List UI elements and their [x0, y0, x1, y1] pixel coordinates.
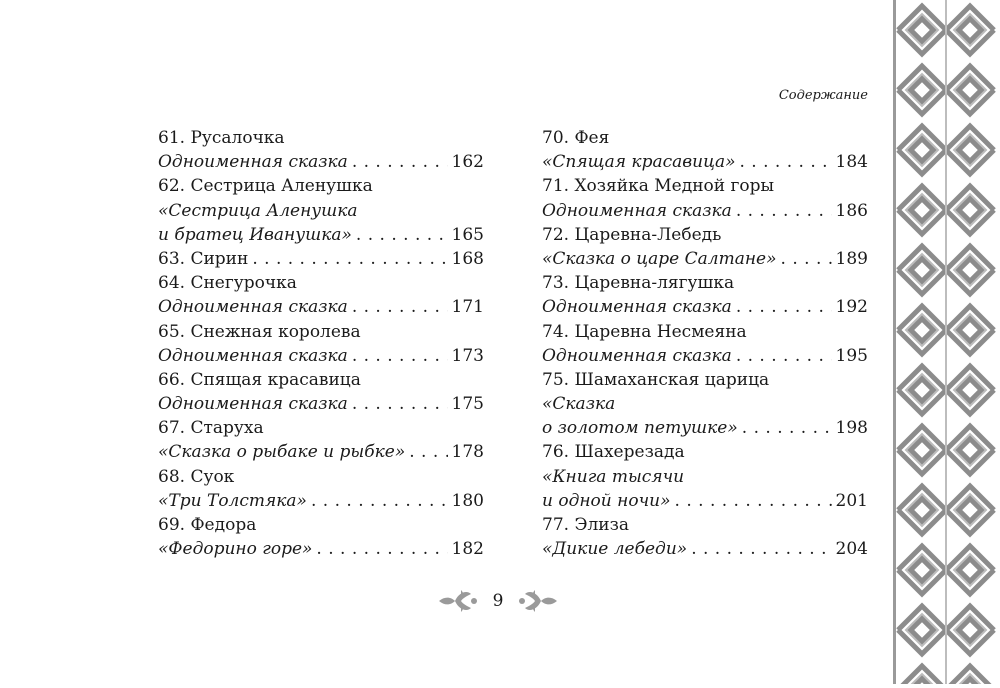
- dot-leader: [252, 247, 447, 271]
- toc-entry-title: «Сказка: [542, 394, 616, 415]
- toc-entry: [542, 416, 868, 440]
- toc-entry-title: 77. Элиза: [542, 515, 629, 535]
- toc-entry-page: 175: [451, 394, 484, 415]
- knot-pattern-icon: [892, 0, 1000, 684]
- toc-entry-title: «Три Толстяка»: [158, 490, 307, 511]
- toc-entry: [542, 271, 868, 295]
- toc-entry: [158, 392, 484, 416]
- dot-leader: [409, 440, 447, 464]
- toc-entry-title: «Сказка о рыбаке и рыбке»: [158, 442, 406, 463]
- toc-entry-page: 192: [835, 297, 868, 318]
- toc-entry-title: и братец Иванушка»: [158, 224, 352, 245]
- toc-entry: [542, 537, 868, 561]
- toc-entry: [158, 247, 484, 271]
- toc-entry: [542, 465, 868, 489]
- floral-ornament-right-icon: [517, 588, 559, 614]
- toc-entry: [542, 295, 868, 319]
- toc-entry-page: 198: [835, 418, 868, 439]
- dot-leader: [736, 199, 832, 223]
- floral-ornament-left-icon: [437, 588, 479, 614]
- toc-entry-title: 69. Федора: [158, 515, 257, 535]
- toc-entry-page: 201: [835, 490, 868, 511]
- toc-entry: [158, 344, 484, 368]
- toc-entry: [542, 368, 868, 392]
- dot-leader: [742, 416, 832, 440]
- toc-entry-page: 186: [835, 200, 868, 221]
- toc-entry-title: Одноименная сказка: [542, 297, 732, 318]
- toc-entry-title: «Сказка о царе Салтане»: [542, 248, 777, 269]
- toc-left-column: [158, 126, 484, 561]
- toc-entry: [542, 320, 868, 344]
- toc-entry: [158, 174, 484, 198]
- page-footer: [430, 586, 566, 616]
- toc-entry: [158, 150, 484, 174]
- toc-entry-title: 66. Спящая красавица: [158, 369, 361, 390]
- toc-entry-title: 68. Суок: [158, 466, 235, 487]
- toc-entry-page: 162: [451, 152, 484, 173]
- toc-entry: [158, 465, 484, 489]
- toc-entry-title: 61. Русалочка: [158, 128, 285, 148]
- toc-entry: [542, 392, 868, 416]
- toc-entry-page: 189: [835, 248, 868, 269]
- toc-entry-title: 71. Хозяйка Медной горы: [542, 176, 775, 197]
- toc-entry: [542, 247, 868, 271]
- toc-entry-title: 70. Фея: [542, 128, 610, 148]
- toc-entry-title: 63. Сирин: [158, 248, 249, 269]
- toc-entry: [542, 174, 868, 198]
- toc-entry-title: Одноименная сказка: [158, 394, 348, 415]
- toc-entry: [542, 440, 868, 464]
- toc-entry: [542, 489, 868, 513]
- toc-entry-title: «Дикие лебеди»: [542, 539, 688, 560]
- toc-entry-page: 195: [835, 345, 868, 366]
- toc-entry-title: 76. Шахерезада: [542, 442, 685, 463]
- toc-entry-title: «Книга тысячи: [542, 466, 685, 487]
- toc-entry-page: 171: [451, 297, 484, 318]
- toc-entry-title: «Спящая красавица»: [542, 152, 736, 173]
- toc-entry-title: о золотом петушке»: [542, 418, 738, 439]
- toc-entry: [158, 320, 484, 344]
- toc-entry-title: 73. Царевна-лягушка: [542, 273, 735, 294]
- dot-leader: [781, 247, 832, 271]
- toc-entry: [158, 199, 484, 223]
- toc-entry: [158, 271, 484, 295]
- toc-entry: [158, 223, 484, 247]
- toc-entry-title: Одноименная сказка: [542, 345, 732, 366]
- toc-entry: [542, 344, 868, 368]
- toc-entry-title: Одноименная сказка: [542, 200, 732, 221]
- page-number: 9: [492, 591, 504, 611]
- toc-entry: [158, 537, 484, 561]
- dot-leader: [316, 537, 447, 561]
- toc-entry: [542, 513, 868, 537]
- toc-entry: [158, 416, 484, 440]
- toc-entry: [542, 126, 868, 150]
- toc-entry-page: 204: [835, 539, 868, 560]
- toc-right-column: [542, 126, 868, 561]
- toc-entry-title: 65. Снежная королева: [158, 321, 361, 342]
- dot-leader: [740, 150, 832, 174]
- toc-entry-page: 180: [451, 490, 484, 511]
- toc-entry-title: Одноименная сказка: [158, 152, 348, 173]
- toc-entry-title: «Федорино горе»: [158, 539, 313, 560]
- toc-entry-title: 67. Старуха: [158, 418, 264, 439]
- dot-leader: [736, 344, 832, 368]
- toc-entry-title: Одноименная сказка: [158, 345, 348, 366]
- toc-entry: [158, 295, 484, 319]
- toc-entry: [542, 223, 868, 247]
- toc-entry-page: 184: [835, 152, 868, 173]
- toc-entry-title: 62. Сестрица Аленушка: [158, 176, 373, 197]
- dot-leader: [352, 344, 448, 368]
- toc-entry: [158, 440, 484, 464]
- toc-entry-title: 72. Царевна-Лебедь: [542, 224, 722, 245]
- toc-entry-page: 182: [451, 539, 484, 560]
- toc-entry: [158, 368, 484, 392]
- dot-leader: [675, 489, 832, 513]
- celtic-knot-border: [892, 0, 1000, 684]
- dot-leader: [736, 295, 832, 319]
- dot-leader: [356, 223, 448, 247]
- toc-entry-page: 168: [451, 248, 484, 269]
- toc-entry-title: 64. Снегурочка: [158, 273, 297, 294]
- toc-entry-title: и одной ночи»: [542, 490, 671, 511]
- toc-entry: [158, 513, 484, 537]
- toc-entry: [542, 199, 868, 223]
- toc-entry-title: Одноименная сказка: [158, 297, 348, 318]
- toc-entry: [158, 126, 484, 150]
- toc-entry-page: 173: [451, 345, 484, 366]
- dot-leader: [352, 150, 448, 174]
- toc-entry-page: 178: [451, 442, 484, 463]
- dot-leader: [352, 392, 448, 416]
- toc-entry-title: «Сестрица Аленушка: [158, 200, 358, 221]
- toc-entry-title: 74. Царевна Несмеяна: [542, 321, 747, 342]
- page-header: Содержание: [778, 88, 868, 103]
- toc-entry: [158, 489, 484, 513]
- dot-leader: [352, 295, 448, 319]
- dot-leader: [691, 537, 831, 561]
- dot-leader: [311, 489, 448, 513]
- toc-entry: [542, 150, 868, 174]
- toc-entry-page: 165: [451, 224, 484, 245]
- toc-entry-title: 75. Шамаханская царица: [542, 369, 770, 390]
